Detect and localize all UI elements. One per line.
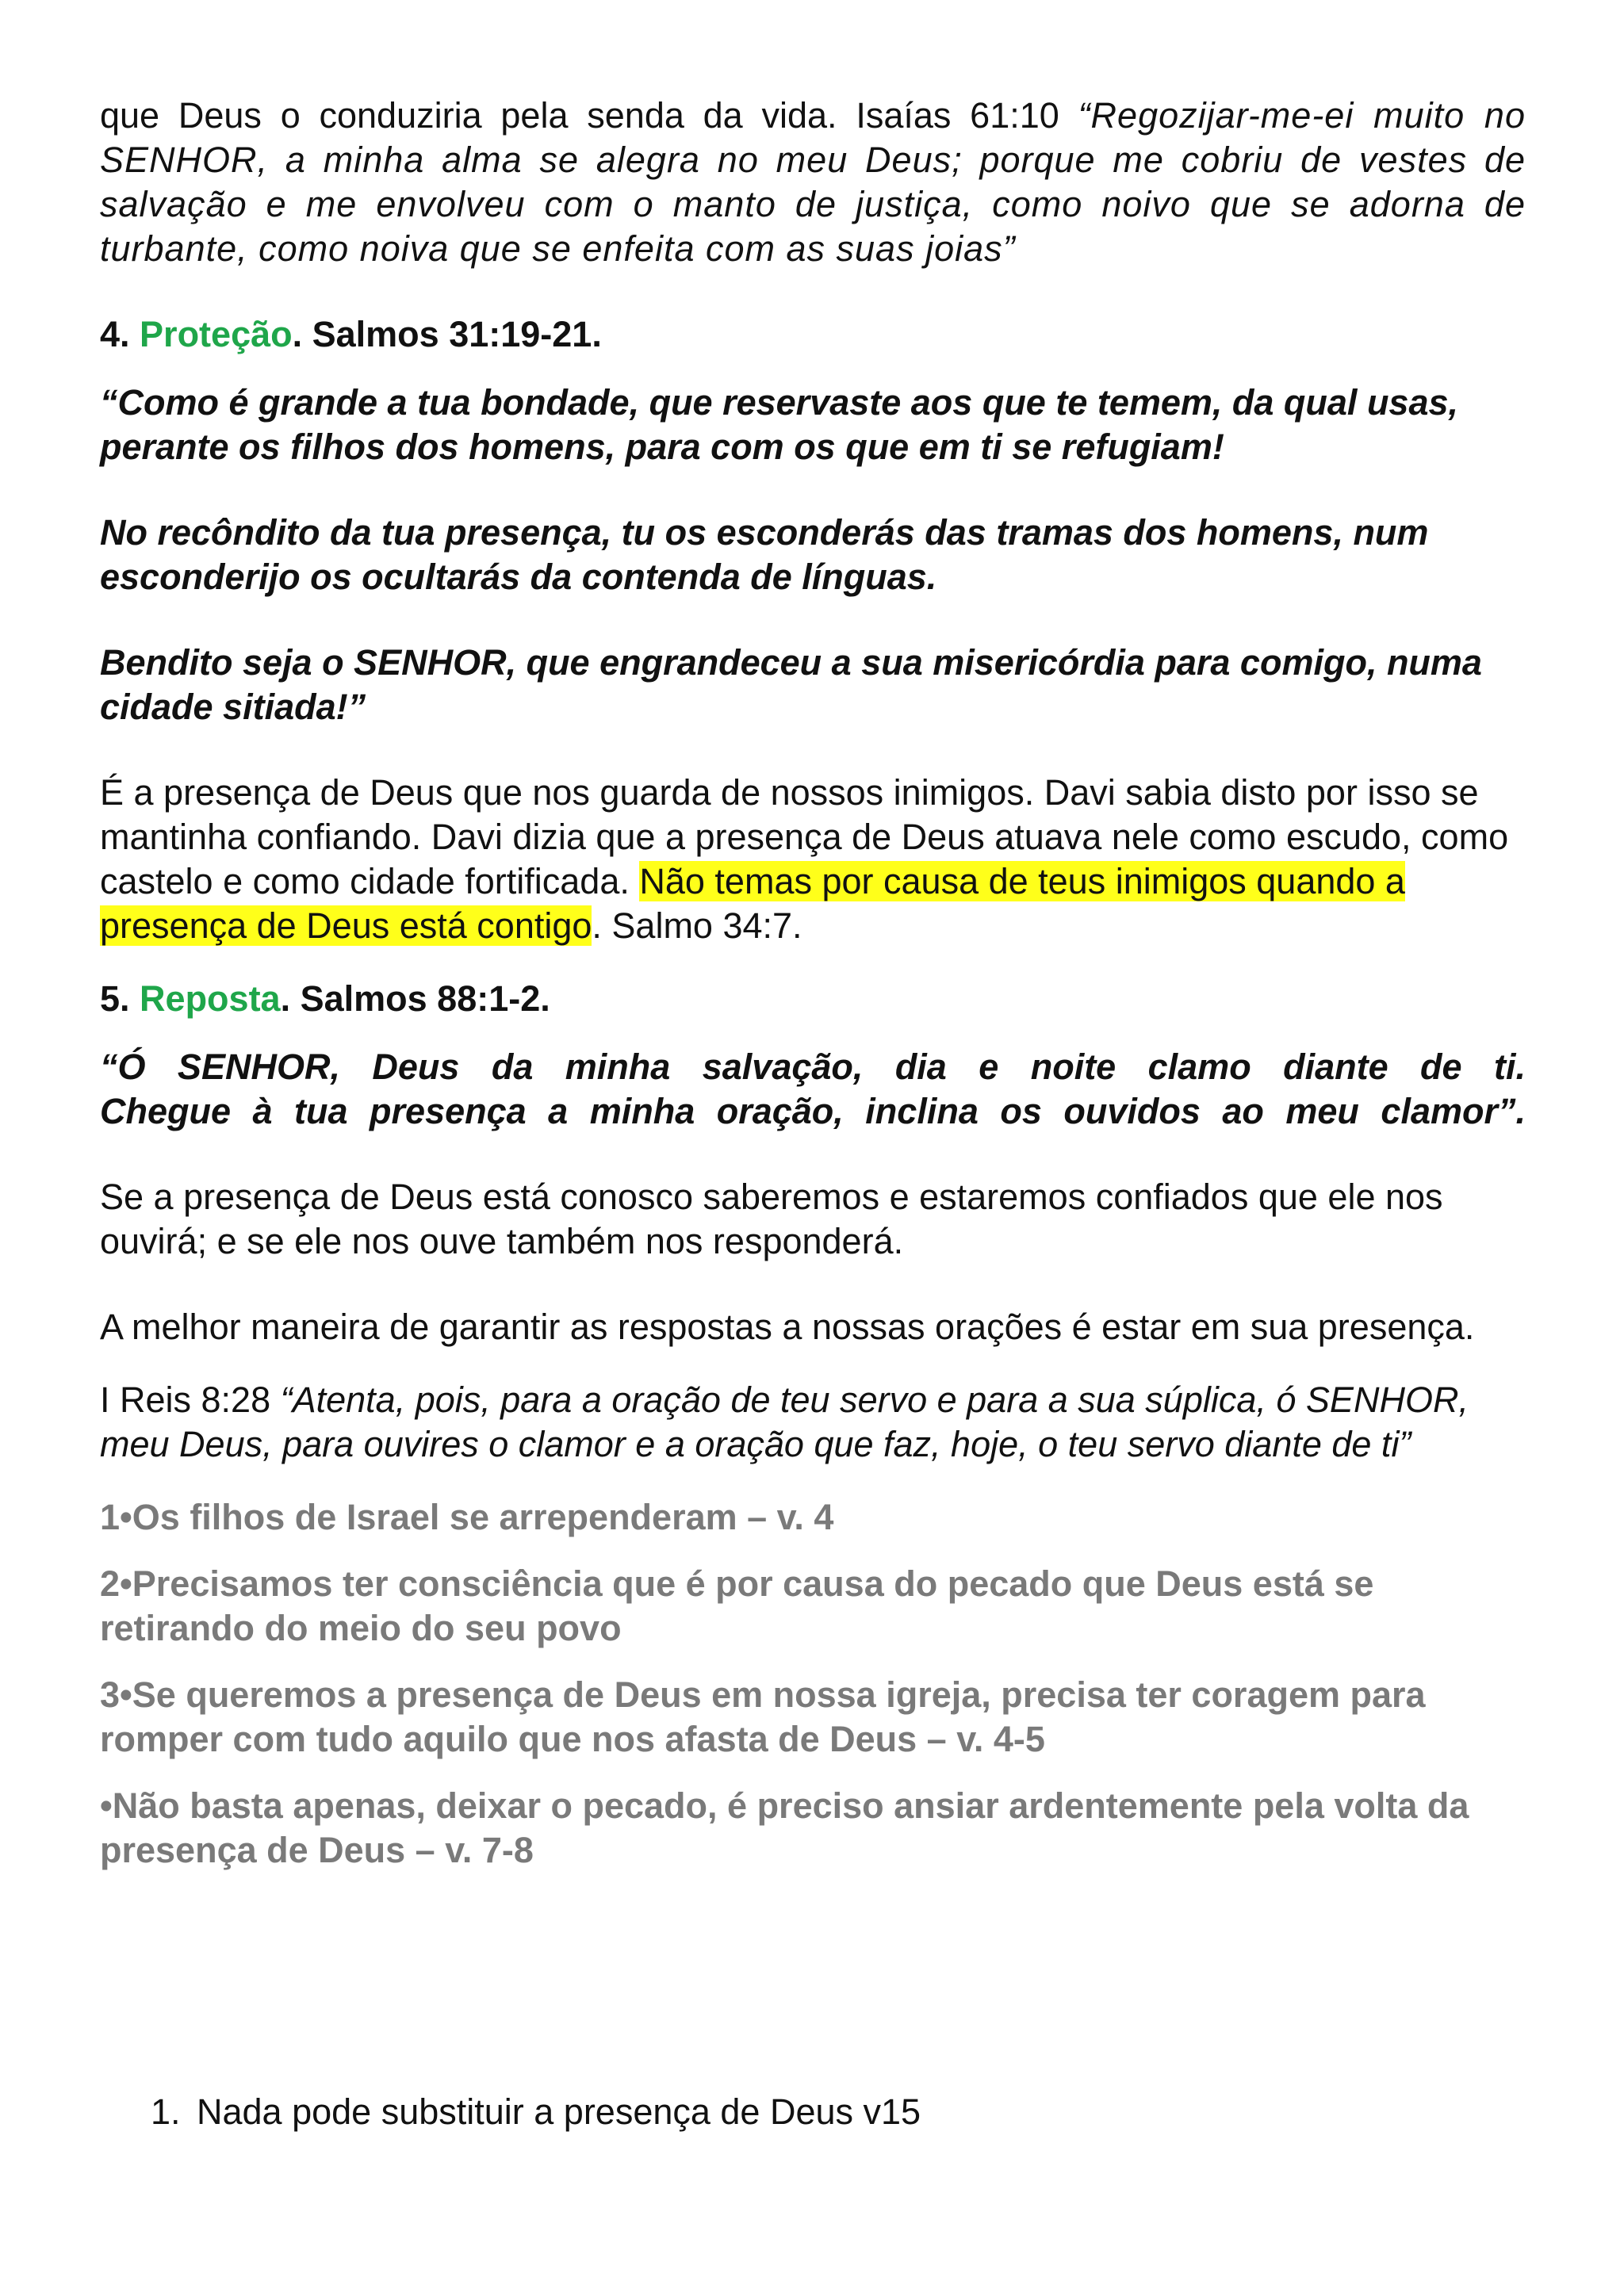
section-5-reference: . Salmos 88:1-2. xyxy=(280,978,550,1019)
point-item: 1•Os filhos de Israel se arrependeram – v. 4 xyxy=(100,1497,834,1537)
document-page xyxy=(100,94,1526,1873)
intro-paragraph xyxy=(100,94,1526,271)
point-item: •Não basta apenas, deixar o pecado, é preciso ansiar ardentemente pela volta da presença de Deus – v. 7-8 xyxy=(100,1785,1469,1870)
section-5-reference-paragraph xyxy=(100,1378,1526,1467)
section-4-body-text: É a presença de Deus que nos guarda de nossos inimigos. Davi sabia disto por isso se mantinha confiando. Davi dizia que a presença de Deus atuava nele como escudo, como castelo e como cidade fortificada. xyxy=(100,772,1509,901)
intro-quote: “Regozijar-me-ei muito no SENHOR, a minha alma se alegra no meu Deus; porque me cobriu de vestes de salvação e me envolveu com o manto de justiça, como noivo que se adorna de turbante, como noiva que se enfeita com as suas joias” xyxy=(100,95,1526,269)
highlighted-text: Não temas por causa de teus inimigos quando a presença de Deus está contigo xyxy=(100,861,1405,946)
section-4-body xyxy=(100,771,1526,948)
section-5-heading xyxy=(100,977,1526,1021)
list-item-text: Nada pode substituir a presença de Deus v15 xyxy=(197,2091,921,2132)
section-4-heading xyxy=(100,312,1526,357)
numbered-list xyxy=(151,2090,921,2134)
numbered-list-item xyxy=(151,2090,921,2134)
section-4-quote-2: No recôndito da tua presença, tu os esconderás das tramas dos homens, num esconderijo os ocultarás da contenda de línguas. xyxy=(100,512,1429,597)
section-5-quote: “Ó SENHOR, Deus da minha salvação, dia e noite clamo diante de ti. Chegue à tua presença a minha oração, inclina os ouvidos ao meu clamor”. xyxy=(100,1047,1526,1131)
section-4-quote-1: “Como é grande a tua bondade, que reservaste aos que te temem, da qual usas, perante os filhos dos homens, para com os que em ti se refugiam! xyxy=(100,382,1459,467)
section-5-paragraph-2: A melhor maneira de garantir as respostas a nossas orações é estar em sua presença. xyxy=(100,1307,1475,1347)
section-4-reference: . Salmos 31:19-21. xyxy=(292,314,602,354)
section-4-title: Proteção xyxy=(140,314,293,354)
section-4-number: 4. xyxy=(100,314,140,354)
section-4-quote-3: Bendito seja o SENHOR, que engrandeceu a sua misericórdia para comigo, numa cidade sitiada!” xyxy=(100,642,1482,727)
reference-quote: “Atenta, pois, para a oração de teu servo e para a sua súplica, ó SENHOR, meu Deus, para ouvires o clamor e a oração que faz, hoje, o teu servo diante de ti” xyxy=(100,1380,1469,1464)
section-5-title: Reposta xyxy=(140,978,281,1019)
list-number: 1. xyxy=(151,2091,181,2132)
intro-text: que Deus o conduziria pela senda da vida. Isaías 61:10 xyxy=(100,95,1078,136)
section-5-number: 5. xyxy=(100,978,140,1019)
reference-label: I Reis 8:28 xyxy=(100,1380,281,1420)
point-item: 3•Se queremos a presença de Deus em nossa igreja, precisa ter coragem para romper com tudo aquilo que nos afasta de Deus – v. 4-5 xyxy=(100,1674,1426,1759)
section-5-paragraph-1: Se a presença de Deus está conosco saberemos e estaremos confiados que ele nos ouvirá; e se ele nos ouve também nos responderá. xyxy=(100,1177,1443,1261)
section-4-body-end: . Salmo 34:7. xyxy=(592,905,802,946)
point-item: 2•Precisamos ter consciência que é por causa do pecado que Deus está se retirando do meio do seu povo xyxy=(100,1563,1374,1648)
